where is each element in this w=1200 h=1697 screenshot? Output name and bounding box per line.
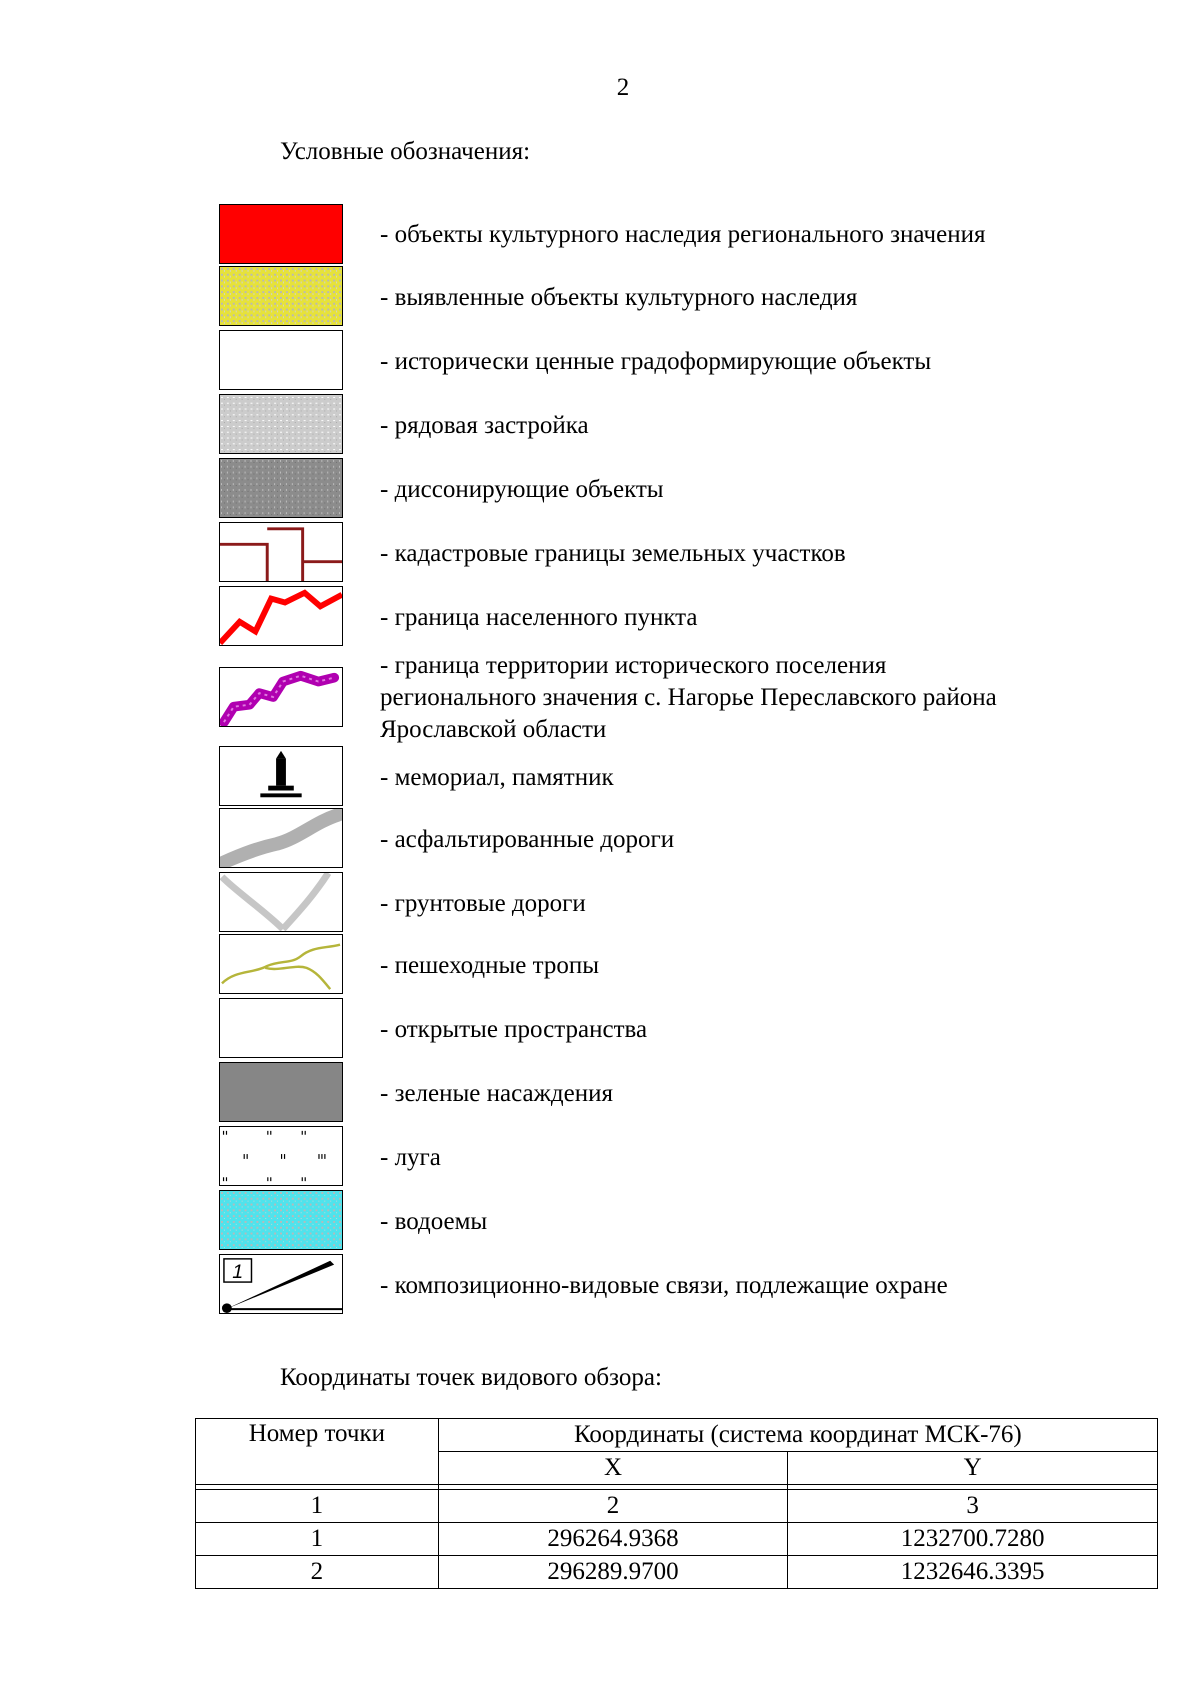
table-cell: 296289.9700 xyxy=(438,1556,788,1589)
footpath-icon xyxy=(219,934,343,994)
table-cell: 1 xyxy=(196,1490,439,1523)
legend-text-view-connections: - композиционно-видовые связи, подлежащие охране xyxy=(380,1272,948,1299)
table-cell: 1 xyxy=(196,1523,439,1556)
page-number: 2 xyxy=(616,74,630,101)
legend-text-open-spaces: - открытые пространства xyxy=(380,1016,648,1043)
legend-text-dirt-roads: - грунтовые дороги xyxy=(380,890,586,917)
green-plantings-icon xyxy=(219,1062,343,1122)
table-cell: 2 xyxy=(196,1556,439,1589)
open-space-icon xyxy=(219,998,343,1058)
red-zigzag-icon xyxy=(219,586,343,646)
legend-text-water: - водоемы xyxy=(380,1208,488,1235)
table-cell: 296264.9368 xyxy=(438,1523,788,1556)
water-icon xyxy=(219,1190,343,1250)
legend-text-memorial: - мемориал, памятник xyxy=(380,764,614,791)
dirt-road-icon xyxy=(219,872,343,932)
legend-text-green-plantings: - зеленые насаждения xyxy=(380,1080,613,1107)
table-cell: 1232700.7280 xyxy=(788,1523,1158,1556)
cadastral-lines-icon xyxy=(219,522,343,582)
magenta-zigzag-icon xyxy=(219,667,343,727)
light-gray-texture-icon xyxy=(219,394,343,454)
legend-text-settlement-border: - граница населенного пункта xyxy=(380,604,698,631)
legend-text-dissonant: - диссонирующие объекты xyxy=(380,476,664,503)
legend-title: Условные обозначения: xyxy=(280,138,531,165)
table-row xyxy=(196,1556,1158,1589)
legend-text-cadastral: - кадастровые границы земельных участков xyxy=(380,540,846,567)
red-fill-icon xyxy=(219,204,343,264)
legend-text-meadows: - луга xyxy=(380,1144,441,1171)
monument-icon xyxy=(219,746,343,806)
legend-text-heritage-regional: - объекты культурного наследия регионального значения xyxy=(380,221,986,248)
legend-text-historic-settlement xyxy=(380,650,997,746)
legend-text-ordinary-buildings: - рядовая застройка xyxy=(380,412,589,439)
coords-table xyxy=(195,1418,1158,1589)
asphalt-road-icon xyxy=(219,808,343,868)
legend-line: Ярославской области xyxy=(380,716,607,743)
header-y: Y xyxy=(788,1452,1158,1485)
header-x: X xyxy=(438,1452,788,1485)
white-fill-icon xyxy=(219,330,343,390)
legend-line: регионального значения с. Нагорье Переславского района xyxy=(380,684,997,711)
view-connection-number: 1 xyxy=(232,1261,244,1284)
dark-gray-texture-icon xyxy=(219,458,343,518)
header-coordinates: Координаты (система координат МСК-76) xyxy=(438,1419,1157,1452)
view-connection-icon xyxy=(219,1254,343,1314)
legend-text-identified-heritage: - выявленные объекты культурного наследия xyxy=(380,284,858,311)
legend-text-asphalt: - асфальтированные дороги xyxy=(380,826,675,853)
table-cell: 2 xyxy=(438,1490,788,1523)
table-row xyxy=(196,1523,1158,1556)
legend-line: - граница территории исторического поселения xyxy=(380,652,887,679)
coords-title: Координаты точек видового обзора: xyxy=(280,1364,662,1391)
table-cell: 1232646.3395 xyxy=(788,1556,1158,1589)
table-header-row xyxy=(196,1419,1158,1452)
table-cell: 3 xyxy=(788,1490,1158,1523)
yellow-texture-icon xyxy=(219,266,343,326)
legend-text-footpaths: - пешеходные тропы xyxy=(380,952,600,979)
meadow-icon xyxy=(219,1126,343,1186)
table-index-row xyxy=(196,1490,1158,1523)
header-point-number: Номер точки xyxy=(196,1419,439,1485)
legend-text-historic-valuable: - исторически ценные градоформирующие объекты xyxy=(380,348,932,375)
